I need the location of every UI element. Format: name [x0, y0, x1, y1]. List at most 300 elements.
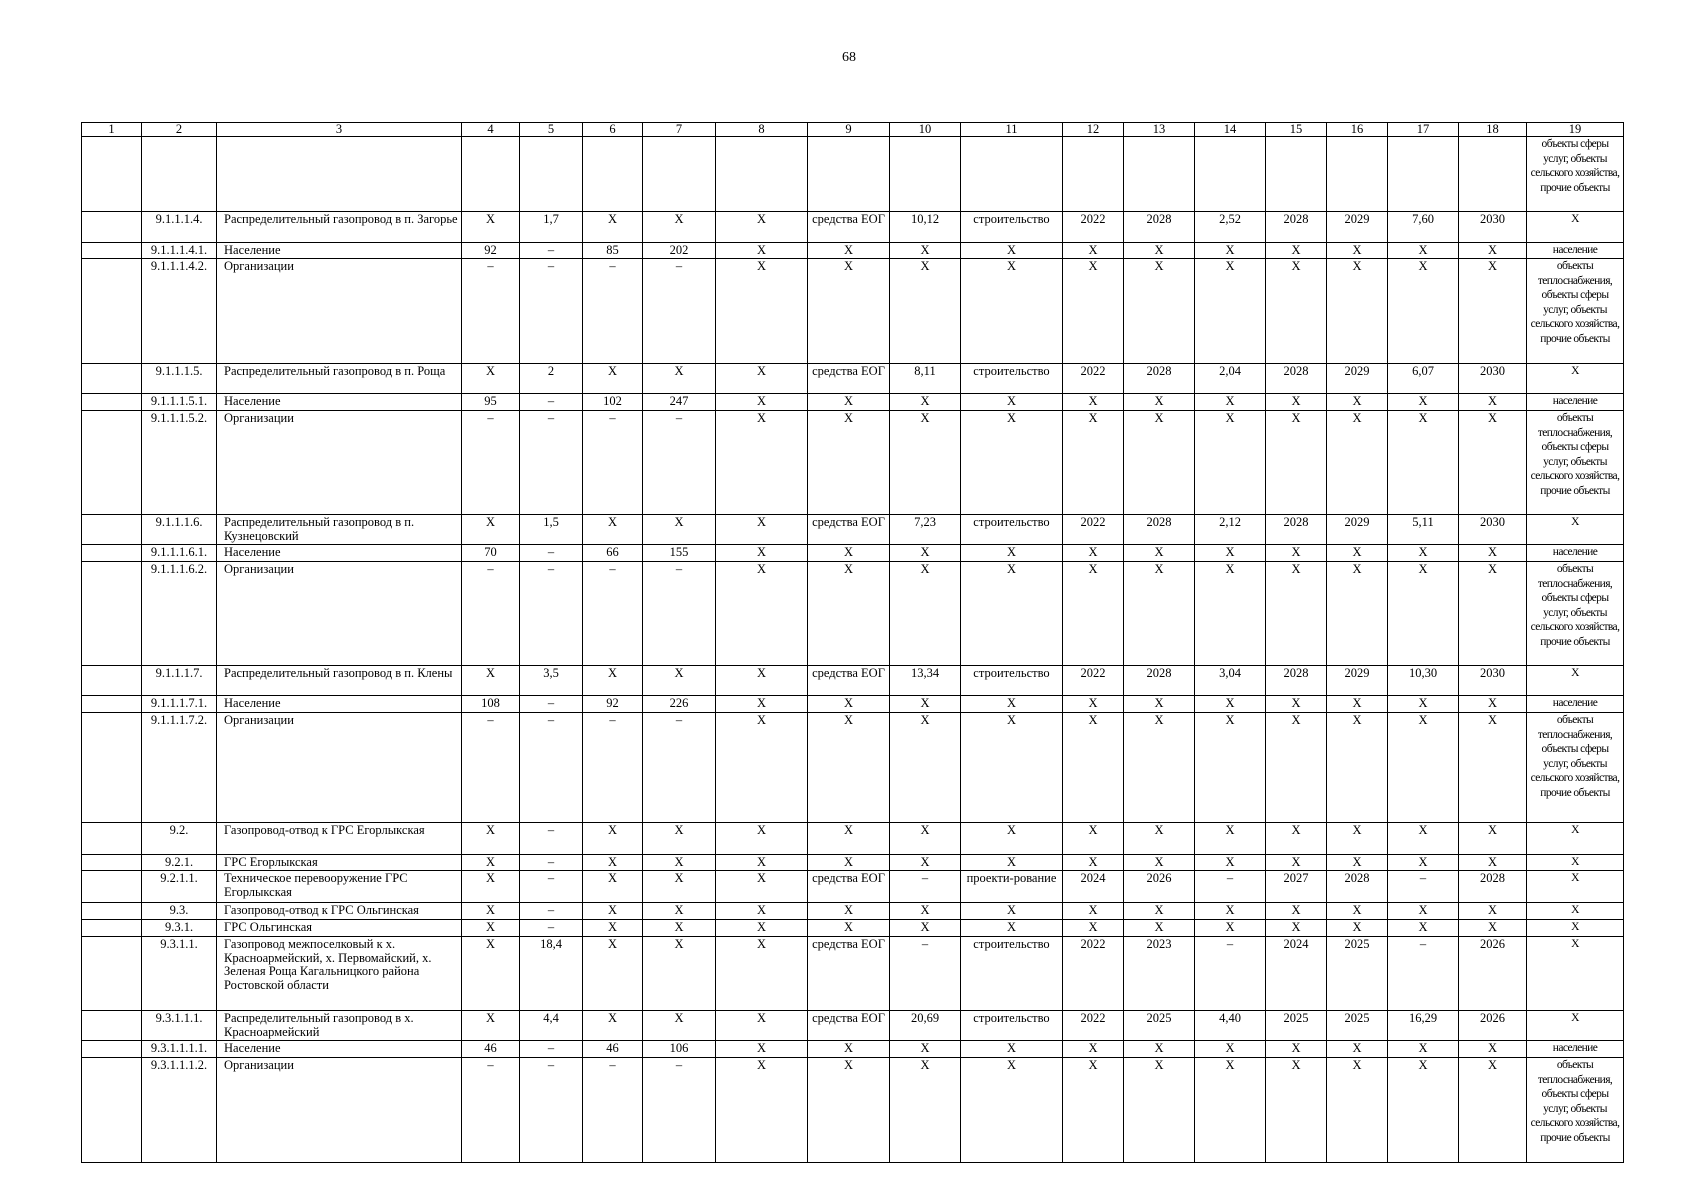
table-cell: X	[1459, 1041, 1527, 1058]
table-cell: X	[462, 855, 520, 871]
table-cell	[82, 1041, 142, 1058]
table-cell: население	[1527, 243, 1624, 259]
table-cell: –	[462, 411, 520, 515]
table-cell: 202	[643, 243, 716, 259]
table-cell: X	[643, 1011, 716, 1041]
table-cell: 20,69	[890, 1011, 961, 1041]
table-cell: строительство	[961, 1011, 1063, 1041]
column-header: 6	[583, 123, 643, 137]
table-cell: 2030	[1459, 666, 1527, 696]
column-header: 2	[142, 123, 217, 137]
table-cell: –	[643, 713, 716, 823]
table-cell: 2028	[1124, 364, 1195, 394]
table-row	[82, 1058, 1624, 1163]
table-cell: X	[961, 903, 1063, 920]
table-cell	[961, 137, 1063, 212]
table-cell: –	[520, 545, 583, 562]
table-cell: X	[716, 515, 808, 545]
table-cell: X	[462, 666, 520, 696]
table-cell: X	[890, 411, 961, 515]
table-cell: X	[808, 920, 890, 937]
table-cell: 5,11	[1388, 515, 1459, 545]
table-cell: X	[808, 823, 890, 855]
table-cell: X	[462, 212, 520, 243]
column-header: 5	[520, 123, 583, 137]
row-name-cell: Организации	[217, 1058, 462, 1163]
table-cell: X	[716, 562, 808, 666]
table-cell: 92	[462, 243, 520, 259]
table-cell: X	[1527, 855, 1624, 871]
row-name-cell: ГРС Егорлыкская	[217, 855, 462, 871]
table-cell: 85	[583, 243, 643, 259]
table-cell: X	[1327, 1041, 1388, 1058]
table-cell: –	[462, 259, 520, 364]
table-cell: 2022	[1063, 1011, 1124, 1041]
table-body	[82, 123, 1624, 1163]
row-name-cell: Организации	[217, 259, 462, 364]
table-cell: 2030	[1459, 364, 1527, 394]
row-number-cell: 9.3.1.1.1.2.	[142, 1058, 217, 1163]
table-cell: X	[583, 855, 643, 871]
table-cell: 8,11	[890, 364, 961, 394]
table-cell: 2022	[1063, 212, 1124, 243]
table-row	[82, 212, 1624, 243]
table-cell: X	[1124, 855, 1195, 871]
table-cell	[82, 713, 142, 823]
row-number-cell: 9.3.1.1.1.1.	[142, 1041, 217, 1058]
table-cell: 2025	[1124, 1011, 1195, 1041]
table-cell: X	[1124, 713, 1195, 823]
table-cell: X	[1459, 696, 1527, 713]
table-cell: 95	[462, 394, 520, 411]
table-cell: X	[1327, 243, 1388, 259]
table-cell: X	[961, 1041, 1063, 1058]
table-cell: X	[716, 920, 808, 937]
table-cell: X	[1388, 696, 1459, 713]
table-cell: X	[1063, 855, 1124, 871]
table-cell: X	[1327, 920, 1388, 937]
table-cell: средства ЕОГ	[808, 515, 890, 545]
table-cell: X	[1195, 562, 1266, 666]
table-cell: X	[1195, 411, 1266, 515]
table-cell: X	[1063, 545, 1124, 562]
table-cell: –	[583, 259, 643, 364]
table-cell: –	[1388, 871, 1459, 903]
table-cell	[82, 920, 142, 937]
table-cell: X	[462, 1011, 520, 1041]
table-cell: X	[1388, 1058, 1459, 1163]
table-cell: –	[520, 1041, 583, 1058]
table-cell: 106	[643, 1041, 716, 1058]
table-cell	[716, 137, 808, 212]
table-row	[82, 411, 1624, 515]
table-cell: X	[961, 823, 1063, 855]
table-cell: X	[1266, 545, 1327, 562]
table-cell: 70	[462, 545, 520, 562]
table-cell: X	[643, 823, 716, 855]
table-cell: X	[961, 243, 1063, 259]
table-cell	[1063, 137, 1124, 212]
table-cell: X	[1195, 243, 1266, 259]
table-cell: X	[961, 545, 1063, 562]
table-cell: 2026	[1459, 1011, 1527, 1041]
table-cell: –	[1388, 937, 1459, 1011]
table-cell: X	[716, 1011, 808, 1041]
table-row	[82, 903, 1624, 920]
table-cell: X	[961, 1058, 1063, 1163]
table-cell: X	[462, 903, 520, 920]
row-number-cell: 9.1.1.1.6.1.	[142, 545, 217, 562]
table-cell: 108	[462, 696, 520, 713]
table-row	[82, 364, 1624, 394]
table-cell: X	[716, 855, 808, 871]
table-cell: X	[1527, 666, 1624, 696]
table-cell: средства ЕОГ	[808, 212, 890, 243]
table-cell	[82, 823, 142, 855]
table-cell: X	[716, 871, 808, 903]
row-name-cell: Распределительный газопровод в п. Загорье	[217, 212, 462, 243]
column-header: 3	[217, 123, 462, 137]
table-cell	[82, 243, 142, 259]
table-cell: X	[643, 666, 716, 696]
table-cell: объекты теплоснабжения, объекты сферы услуг, объекты сельского хозяйства, прочие объекты	[1527, 411, 1624, 515]
table-cell: X	[1327, 1058, 1388, 1163]
table-cell: X	[583, 920, 643, 937]
table-cell: средства ЕОГ	[808, 937, 890, 1011]
row-number-cell: 9.1.1.1.4.	[142, 212, 217, 243]
table-cell: население	[1527, 545, 1624, 562]
table-cell: X	[1327, 823, 1388, 855]
table-cell: 2027	[1266, 871, 1327, 903]
table-cell: X	[1327, 411, 1388, 515]
column-header: 9	[808, 123, 890, 137]
table-cell: X	[1266, 1058, 1327, 1163]
table-cell: 2028	[1124, 515, 1195, 545]
table-cell: X	[583, 903, 643, 920]
table-cell: X	[1124, 920, 1195, 937]
table-cell: –	[462, 713, 520, 823]
row-number-cell: 9.2.1.1.	[142, 871, 217, 903]
table-cell: X	[1195, 259, 1266, 364]
table-cell: X	[1266, 855, 1327, 871]
table-cell: X	[1327, 903, 1388, 920]
table-cell: X	[1124, 411, 1195, 515]
table-row	[82, 713, 1624, 823]
row-name-cell: Газопровод-отвод к ГРС Егорлыкская	[217, 823, 462, 855]
table-cell: X	[1327, 545, 1388, 562]
table-cell: X	[1527, 871, 1624, 903]
table-cell: X	[1124, 259, 1195, 364]
table-cell: X	[1388, 903, 1459, 920]
table-cell: –	[520, 696, 583, 713]
table-cell: 2025	[1327, 1011, 1388, 1041]
table-cell: X	[1063, 1058, 1124, 1163]
table-cell	[82, 562, 142, 666]
table-cell: X	[1266, 903, 1327, 920]
table-cell: X	[716, 1041, 808, 1058]
table-cell: X	[1527, 823, 1624, 855]
table-cell: –	[520, 920, 583, 937]
table-cell: 2029	[1327, 364, 1388, 394]
row-number-cell: 9.1.1.1.5.2.	[142, 411, 217, 515]
table-cell: X	[1459, 855, 1527, 871]
table-cell: X	[808, 713, 890, 823]
table-cell: X	[1063, 411, 1124, 515]
row-number-cell: 9.1.1.1.4.1.	[142, 243, 217, 259]
table-cell: X	[716, 212, 808, 243]
table-cell: X	[462, 937, 520, 1011]
table-cell: 2023	[1124, 937, 1195, 1011]
row-name-cell: Газопровод межпоселковый к х. Красноармейский, х. Первомайский, х. Зеленая Роща Кагальницкого района Ростовской области	[217, 937, 462, 1011]
table-cell	[808, 137, 890, 212]
table-row	[82, 855, 1624, 871]
table-cell: X	[890, 562, 961, 666]
table-cell: 2029	[1327, 666, 1388, 696]
table-cell: X	[1195, 696, 1266, 713]
table-cell: X	[583, 823, 643, 855]
row-number-cell: 9.1.1.1.5.	[142, 364, 217, 394]
table-cell: X	[961, 713, 1063, 823]
table-cell: 2,04	[1195, 364, 1266, 394]
table-cell: X	[1327, 713, 1388, 823]
table-cell: 13,34	[890, 666, 961, 696]
table-cell: X	[583, 666, 643, 696]
table-cell: X	[1459, 545, 1527, 562]
table-cell: X	[716, 364, 808, 394]
table-cell: X	[1327, 855, 1388, 871]
table-cell: 66	[583, 545, 643, 562]
table-cell: 46	[462, 1041, 520, 1058]
row-number-cell: 9.1.1.1.4.2.	[142, 259, 217, 364]
table-cell: 2030	[1459, 515, 1527, 545]
table-cell: X	[1195, 1041, 1266, 1058]
table-cell: X	[716, 823, 808, 855]
table-cell: X	[1388, 259, 1459, 364]
table-cell: X	[1388, 394, 1459, 411]
table-cell: 2028	[1266, 212, 1327, 243]
table-row	[82, 666, 1624, 696]
row-name-cell: Газопровод-отвод к ГРС Ольгинская	[217, 903, 462, 920]
header-row	[82, 123, 1624, 137]
row-name-cell: Население	[217, 696, 462, 713]
table-cell: X	[1388, 545, 1459, 562]
table-row	[82, 515, 1624, 545]
column-header: 18	[1459, 123, 1527, 137]
table-cell: 2028	[1124, 666, 1195, 696]
table-cell: 2022	[1063, 515, 1124, 545]
table-row	[82, 920, 1624, 937]
row-number-cell: 9.1.1.1.7.2.	[142, 713, 217, 823]
row-name-cell: Организации	[217, 411, 462, 515]
table-cell: X	[1266, 562, 1327, 666]
column-header: 11	[961, 123, 1063, 137]
table-cell: X	[716, 259, 808, 364]
table-cell: X	[643, 212, 716, 243]
table-row	[82, 243, 1624, 259]
table-cell: X	[890, 243, 961, 259]
table-cell: –	[462, 1058, 520, 1163]
table-row	[82, 1011, 1624, 1041]
table-cell: X	[890, 259, 961, 364]
table-cell: X	[1527, 515, 1624, 545]
table-cell	[462, 137, 520, 212]
table-cell: X	[890, 920, 961, 937]
table-cell: X	[890, 394, 961, 411]
table-cell: X	[1266, 243, 1327, 259]
table-cell: X	[1124, 696, 1195, 713]
table-cell: X	[1527, 1011, 1624, 1041]
table-cell: строительство	[961, 937, 1063, 1011]
table-cell: X	[1063, 394, 1124, 411]
table-cell: X	[808, 545, 890, 562]
column-header: 16	[1327, 123, 1388, 137]
table-cell: X	[1063, 1041, 1124, 1058]
table-cell	[82, 515, 142, 545]
table-cell	[82, 394, 142, 411]
table-cell: X	[808, 394, 890, 411]
table-cell: X	[1266, 1041, 1327, 1058]
table-cell: 3,5	[520, 666, 583, 696]
table-cell: X	[1388, 713, 1459, 823]
table-cell: X	[1459, 823, 1527, 855]
table-cell: X	[1459, 243, 1527, 259]
table-cell: X	[643, 920, 716, 937]
table-cell: 7,23	[890, 515, 961, 545]
table-cell: X	[808, 903, 890, 920]
row-number-cell: 9.3.1.1.1.	[142, 1011, 217, 1041]
table-cell: X	[1195, 920, 1266, 937]
table-row	[82, 137, 1624, 212]
table-cell: X	[1195, 823, 1266, 855]
table-cell: средства ЕОГ	[808, 871, 890, 903]
table-cell: 2028	[1124, 212, 1195, 243]
table-cell: X	[1063, 823, 1124, 855]
table-cell: 2028	[1459, 871, 1527, 903]
table-cell: X	[716, 696, 808, 713]
table-cell: –	[643, 1058, 716, 1163]
table-row	[82, 937, 1624, 1011]
table-cell: X	[1459, 259, 1527, 364]
table-cell: X	[808, 562, 890, 666]
row-name-cell: Распределительный газопровод в х. Красноармейский	[217, 1011, 462, 1041]
row-name-cell: Распределительный газопровод в п. Кузнецовский	[217, 515, 462, 545]
table-cell	[82, 364, 142, 394]
table-cell: X	[1124, 903, 1195, 920]
table-cell: –	[583, 1058, 643, 1163]
table-cell	[82, 666, 142, 696]
table-cell: –	[643, 562, 716, 666]
table-cell: –	[520, 243, 583, 259]
table-cell: X	[1388, 855, 1459, 871]
table-cell: X	[890, 696, 961, 713]
row-name-cell: Распределительный газопровод в п. Клены	[217, 666, 462, 696]
table-cell: X	[1388, 823, 1459, 855]
table-cell: X	[716, 937, 808, 1011]
table-cell: X	[716, 1058, 808, 1163]
row-number-cell: 9.1.1.1.7.1.	[142, 696, 217, 713]
table-cell: X	[1124, 243, 1195, 259]
table-cell: X	[462, 364, 520, 394]
table-cell: X	[1327, 562, 1388, 666]
table-cell: X	[961, 920, 1063, 937]
row-name-cell: Техническое перевооружение ГРС Егорлыкская	[217, 871, 462, 903]
table-cell: 2025	[1266, 1011, 1327, 1041]
table-cell	[82, 937, 142, 1011]
table-cell: 2024	[1063, 871, 1124, 903]
table-row	[82, 562, 1624, 666]
row-name-cell: ГРС Ольгинская	[217, 920, 462, 937]
table-cell: X	[462, 515, 520, 545]
table-cell: X	[890, 855, 961, 871]
table-cell: X	[1195, 903, 1266, 920]
table-cell: население	[1527, 394, 1624, 411]
table-cell: X	[1527, 937, 1624, 1011]
table-cell	[1459, 137, 1527, 212]
table-cell: X	[583, 515, 643, 545]
table-cell: X	[1388, 1041, 1459, 1058]
table-cell	[583, 137, 643, 212]
table-cell: объекты теплоснабжения, объекты сферы услуг, объекты сельского хозяйства, прочие объекты	[1527, 259, 1624, 364]
table-cell: X	[1388, 562, 1459, 666]
table-cell: 2024	[1266, 937, 1327, 1011]
table-cell: –	[520, 562, 583, 666]
table-cell	[82, 137, 142, 212]
table-cell: X	[808, 1041, 890, 1058]
table-row	[82, 1041, 1624, 1058]
table-cell: X	[1327, 394, 1388, 411]
table-cell: 92	[583, 696, 643, 713]
table-cell	[1124, 137, 1195, 212]
table-cell: X	[1527, 212, 1624, 243]
table-cell: X	[716, 545, 808, 562]
row-number-cell: 9.3.	[142, 903, 217, 920]
table-cell: –	[520, 394, 583, 411]
table-cell: 2,52	[1195, 212, 1266, 243]
table-cell: X	[643, 855, 716, 871]
table-cell: –	[583, 713, 643, 823]
table-cell: население	[1527, 696, 1624, 713]
table-cell: X	[1195, 545, 1266, 562]
column-header: 14	[1195, 123, 1266, 137]
table-cell: X	[890, 823, 961, 855]
table-cell	[82, 696, 142, 713]
table-cell: –	[462, 562, 520, 666]
table-cell: 18,4	[520, 937, 583, 1011]
table-cell: 2028	[1266, 666, 1327, 696]
table-cell: X	[1459, 411, 1527, 515]
table-cell: строительство	[961, 515, 1063, 545]
table-cell: X	[1266, 394, 1327, 411]
row-number-cell: 9.2.1.	[142, 855, 217, 871]
table-cell: 2,12	[1195, 515, 1266, 545]
table-cell: –	[1195, 871, 1266, 903]
table-cell: население	[1527, 1041, 1624, 1058]
row-number-cell	[142, 137, 217, 212]
column-header: 4	[462, 123, 520, 137]
row-number-cell: 9.3.1.1.	[142, 937, 217, 1011]
row-number-cell: 9.1.1.1.6.	[142, 515, 217, 545]
table-cell: X	[1063, 696, 1124, 713]
table-row	[82, 871, 1624, 903]
table-cell: X	[1195, 713, 1266, 823]
row-number-cell: 9.1.1.1.6.2.	[142, 562, 217, 666]
table-cell: 4,40	[1195, 1011, 1266, 1041]
table-cell: проекти-рование	[961, 871, 1063, 903]
table-cell: 6,07	[1388, 364, 1459, 394]
table-cell: X	[1063, 243, 1124, 259]
row-number-cell: 9.1.1.1.5.1.	[142, 394, 217, 411]
table-cell: X	[1124, 1041, 1195, 1058]
